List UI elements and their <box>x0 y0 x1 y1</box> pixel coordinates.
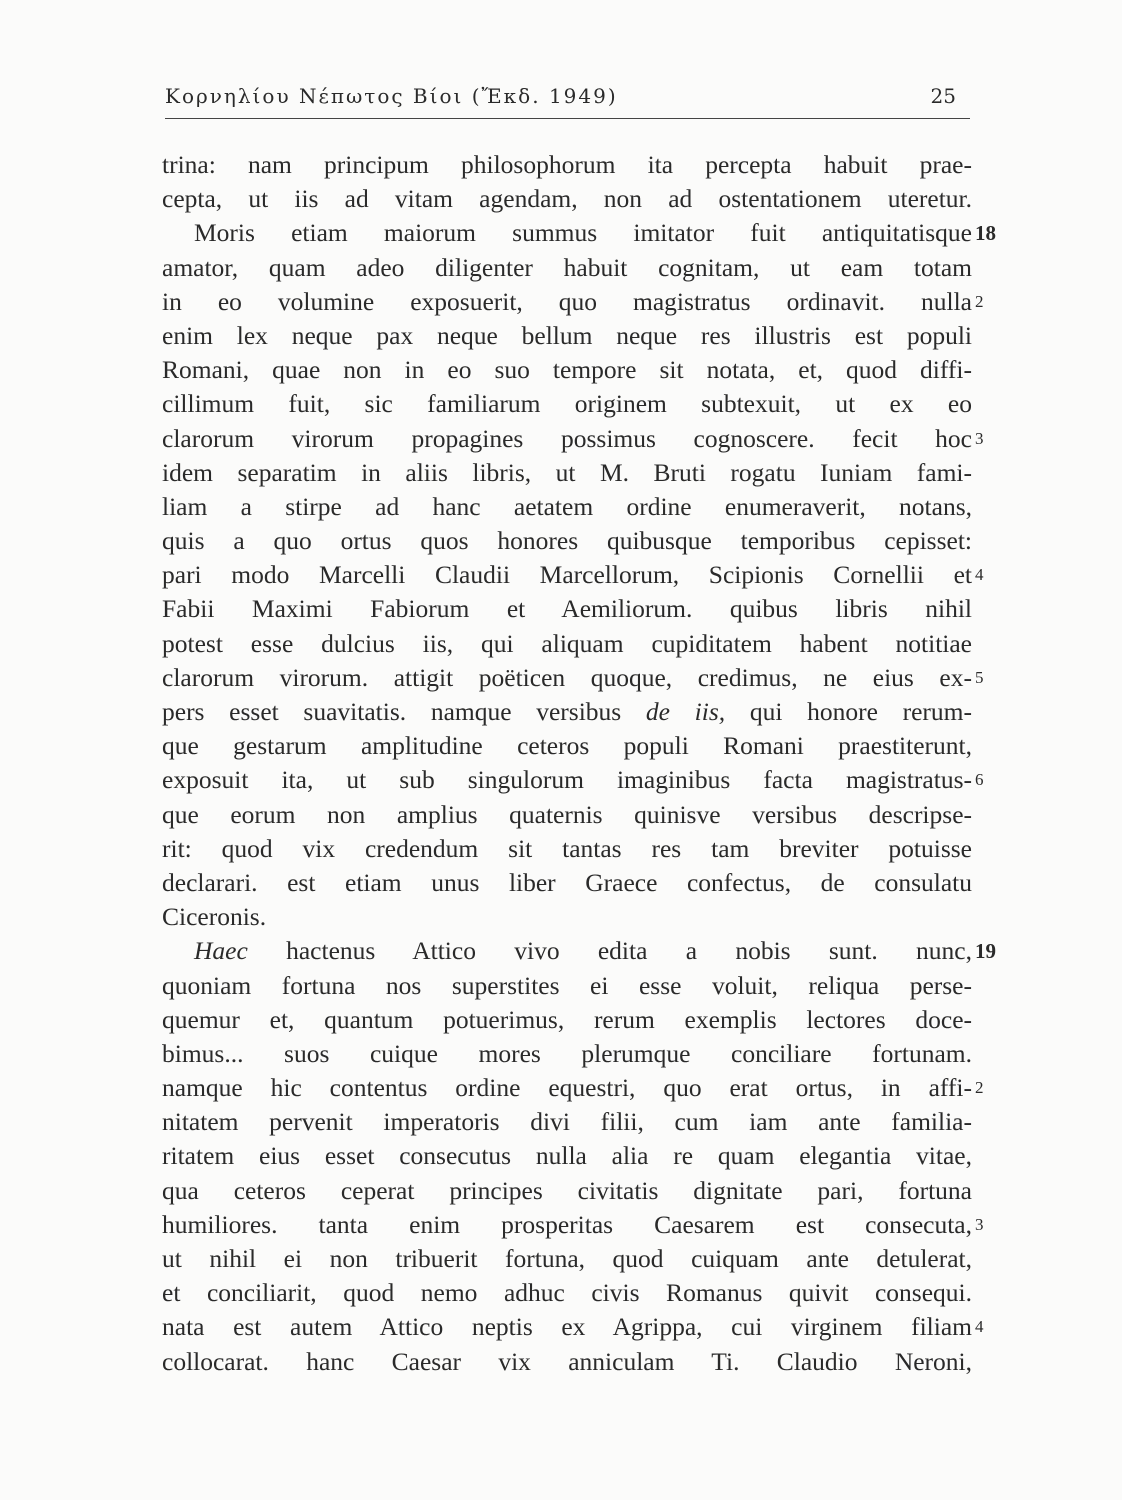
text-line <box>162 387 972 421</box>
margin-section-number: 3 <box>975 428 984 448</box>
margin-section-number: 2 <box>975 1078 984 1098</box>
text-line <box>162 729 972 763</box>
text-line <box>162 1105 972 1139</box>
text-line-content <box>162 1310 972 1344</box>
text-line <box>162 661 984 695</box>
text-segment: ut nihil ei non tribuerit fortuna, quod cuiquam ante detulerat, <box>162 1244 972 1273</box>
text-segment: quemur et, quantum potuerimus, rerum exemplis lectores doce- <box>162 1004 972 1034</box>
text-segment: pers esset suavitatis. namque versibus <box>162 697 646 726</box>
text-segment: humiliores. tanta enim prosperitas Caesarem est consecuta, <box>162 1209 972 1239</box>
text-segment: liam a stirpe ad hanc aetatem ordine enumeraverit, notans, <box>162 491 972 521</box>
text-line-content <box>162 866 972 900</box>
text-segment: Ciceronis. <box>162 902 267 932</box>
text-line <box>162 1037 972 1071</box>
text-line-content <box>162 1174 972 1208</box>
text-line <box>162 148 972 182</box>
margin-section-number: 4 <box>975 565 984 585</box>
text-line-content <box>162 1037 972 1071</box>
text-segment: cillimum fuit, sic familiarum originem subtexuit, ut ex eo <box>162 389 972 419</box>
text-line <box>162 353 972 387</box>
text-line-content <box>162 182 972 216</box>
text-segment: potest esse dulcius iis, qui aliquam cupiditatem habent notitiae <box>162 628 972 658</box>
text-line <box>162 1242 972 1276</box>
margin-section-number: 6 <box>975 770 984 790</box>
running-header <box>165 84 970 114</box>
text-line-content <box>162 1139 972 1173</box>
text-line-content <box>162 627 972 661</box>
text-line-content <box>162 285 972 319</box>
text-line-content <box>162 387 972 421</box>
text-segment: declarari. est etiam unus liber Graece confectus, de consulatu <box>162 867 972 897</box>
text-segment: nitatem pervenit imperatoris divi filii, cum iam ante familia- <box>162 1107 972 1137</box>
text-line <box>162 627 972 661</box>
text-segment: Fabii Maximi Fabiorum et Aemiliorum. quibus libris nihil <box>162 594 972 624</box>
text-line <box>162 832 972 866</box>
text-segment: bimus... suos cuique mores plerumque conciliare fortunam. <box>162 1038 972 1068</box>
text-segment: exposuit ita, ut sub singulorum imaginibus facta magistratus- <box>162 765 972 795</box>
text-line <box>162 900 972 934</box>
text-segment: Romani, quae non in eo suo tempore sit notata, et, quod diffi- <box>162 355 972 385</box>
margin-section-number: 5 <box>975 667 984 687</box>
text-line <box>162 1003 972 1037</box>
text-line-content <box>162 251 972 285</box>
margin-section-number: 2 <box>975 291 984 311</box>
text-segment: trina: nam principum philosophorum ita percepta habuit prae- <box>162 150 972 179</box>
text-line-content <box>162 1071 972 1105</box>
text-segment: rit: quod vix credendum sit tantas res tam breviter potuisse <box>162 833 972 863</box>
text-line-content <box>162 148 972 182</box>
text-segment: in eo volumine exposuerit, quo magistratus ordinavit. nulla <box>162 286 972 316</box>
text-segment: Moris etiam maiorum summus imitator fuit antiquitatisque <box>194 218 972 248</box>
margin-section-number: 3 <box>975 1214 984 1234</box>
text-segment: nata est autem Attico neptis ex Agrippa, cui virginem filiam <box>162 1312 972 1342</box>
text-line-content <box>162 422 972 456</box>
text-line <box>162 251 972 285</box>
text-line <box>162 216 996 250</box>
text-segment: clarorum virorum. attigit poëticen quoque, credimus, ne eius ex- <box>162 662 972 692</box>
text-line <box>162 285 984 319</box>
text-line-content <box>162 729 972 763</box>
text-line <box>162 490 972 524</box>
text-line <box>162 1276 972 1310</box>
text-line-content <box>162 695 972 729</box>
text-segment: namque hic contentus ordine equestri, quo erat ortus, in affi- <box>162 1073 972 1103</box>
text-line <box>162 1174 972 1208</box>
text-line <box>162 969 972 1003</box>
text-line <box>162 1139 972 1173</box>
text-line <box>162 319 972 353</box>
text-line-content <box>162 490 972 524</box>
text-line <box>162 1208 984 1242</box>
text-line <box>162 182 972 216</box>
text-line-content <box>162 558 972 592</box>
text-segment: collocarat. hanc Caesar vix anniculam Ti. Claudio Neroni, <box>162 1346 972 1376</box>
text-segment: quoniam fortuna nos superstites ei esse voluit, reliqua perse- <box>162 970 972 1000</box>
text-line <box>162 934 996 968</box>
text-line <box>162 866 972 900</box>
text-line-content <box>162 661 972 695</box>
text-line-content <box>162 1003 972 1037</box>
text-segment: et conciliarit, quod nemo adhuc civis Romanus quivit consequi. <box>162 1278 972 1308</box>
text-line-content <box>162 1276 972 1310</box>
text-line-content <box>162 1242 972 1276</box>
text-segment: idem separatim in aliis libris, ut M. Bruti rogatu Iuniam fami- <box>162 457 972 487</box>
text-line <box>162 763 984 797</box>
text-line <box>162 456 972 490</box>
text-segment: clarorum virorum propagines possimus cognoscere. fecit hoc <box>162 423 972 453</box>
body-text <box>162 148 996 1379</box>
text-segment: que gestarum amplitudine ceteros populi Romani praestiterunt, <box>162 731 972 761</box>
text-segment: quis a quo ortus quos honores quibusque temporibus cepisset: <box>162 526 972 556</box>
margin-section-number: 4 <box>975 1317 984 1337</box>
text-line-content <box>162 832 972 866</box>
text-line-content <box>162 524 972 558</box>
text-line <box>162 422 984 456</box>
italic-text: de iis, <box>645 697 726 726</box>
page-number: 25 <box>930 84 956 108</box>
text-line <box>162 798 972 832</box>
text-segment: enim lex neque pax neque bellum neque res illustris est populi <box>162 320 972 350</box>
text-line <box>162 1345 972 1379</box>
text-line-content <box>162 763 972 797</box>
text-line <box>162 1071 984 1105</box>
text-line-content <box>162 216 972 250</box>
margin-section-number: 18 <box>975 221 996 246</box>
text-segment: cepta, ut iis ad vitam agendam, non ad ostentationem uteretur. <box>162 184 972 214</box>
text-line <box>162 695 972 729</box>
text-line-content <box>162 1208 972 1242</box>
text-line <box>162 1310 984 1344</box>
text-line-content <box>162 353 972 387</box>
text-line-content <box>162 798 972 832</box>
text-line-content <box>162 934 972 968</box>
running-title: Κορνηλίου Νέπωτος Βίοι (Ἔκδ. 1949) <box>165 84 618 108</box>
text-line-content <box>162 1105 972 1139</box>
text-segment: hactenus Attico vivo edita a nobis sunt. nunc, <box>247 936 972 966</box>
text-line <box>162 592 972 626</box>
text-line-content <box>162 319 972 353</box>
text-segment: qua ceteros ceperat principes civitatis dignitate pari, fortuna <box>162 1175 972 1205</box>
margin-section-number: 19 <box>975 939 996 964</box>
text-line-content <box>162 969 972 1003</box>
text-line-content <box>162 1345 972 1379</box>
text-segment: que eorum non amplius quaternis quinisve versibus descripse- <box>162 799 972 829</box>
italic-text: Haec <box>194 936 248 966</box>
text-segment: ritatem eius esset consecutus nulla alia re quam elegantia vitae, <box>162 1141 972 1171</box>
text-line-content <box>162 900 972 934</box>
text-line <box>162 524 972 558</box>
header-rule <box>165 118 970 119</box>
text-segment: amator, quam adeo diligenter habuit cognitam, ut eam totam <box>162 252 972 282</box>
text-segment: qui honore rerum- <box>725 697 972 726</box>
text-line-content <box>162 456 972 490</box>
text-line <box>162 558 984 592</box>
text-segment: pari modo Marcelli Claudii Marcellorum, Scipionis Cornellii et <box>162 560 972 590</box>
text-line-content <box>162 592 972 626</box>
